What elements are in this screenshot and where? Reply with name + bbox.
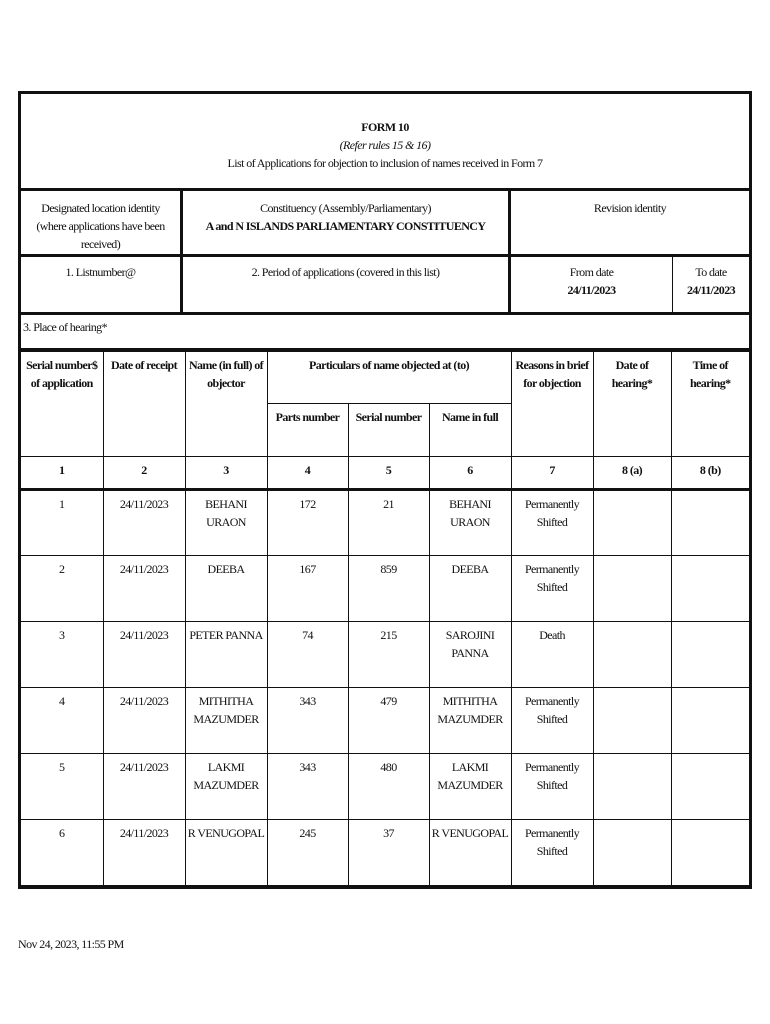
form-header [21, 94, 749, 191]
cell-part: 245 [267, 820, 348, 886]
col-date-hearing-header: Date of hearing* [593, 352, 671, 457]
cell-objector: DEEBA [185, 556, 267, 622]
cell-reason: Permanently Shifted [511, 490, 593, 556]
cell-date: 24/11/2023 [103, 556, 185, 622]
table-row [21, 490, 749, 556]
column-number: 4 [267, 457, 348, 490]
cell-objector: MITHITHA MAZUMDER [185, 688, 267, 754]
form-title: FORM 10 [361, 120, 409, 134]
to-date-value: 24/11/2023 [686, 283, 735, 297]
cell-serial: 4 [21, 688, 103, 754]
period-row [21, 257, 749, 315]
to-date-cell [673, 257, 749, 312]
period-label: 2. Period of applications (covered in this list) [183, 257, 511, 312]
applications-table [21, 351, 749, 886]
to-date-label: To date [695, 265, 727, 279]
cell-sno: 21 [348, 490, 429, 556]
cell-sno: 37 [348, 820, 429, 886]
col-date-receipt-header: Date of receipt [103, 352, 185, 457]
print-timestamp: Nov 24, 2023, 11:55 PM [18, 937, 124, 951]
cell-htime [671, 622, 749, 688]
table-row [21, 556, 749, 622]
table-row [21, 688, 749, 754]
column-number: 2 [103, 457, 185, 490]
table-header-row [21, 352, 749, 404]
cell-hdate [593, 622, 671, 688]
column-number: 1 [21, 457, 103, 490]
column-number: 6 [429, 457, 511, 490]
cell-sno: 859 [348, 556, 429, 622]
cell-part: 172 [267, 490, 348, 556]
cell-part: 343 [267, 688, 348, 754]
cell-hdate [593, 688, 671, 754]
info-row [21, 191, 749, 257]
col-serial-header: Serial number$ of application [21, 352, 103, 457]
cell-reason: Permanently Shifted [511, 556, 593, 622]
cell-date: 24/11/2023 [103, 490, 185, 556]
cell-objector: LAKMI MAZUMDER [185, 754, 267, 820]
cell-sno: 479 [348, 688, 429, 754]
cell-name: MITHITHA MAZUMDER [429, 688, 511, 754]
form-subtitle: List of Applications for objection to inclusion of names received in Form 7 [227, 156, 543, 170]
constituency-name: A and N ISLANDS PARLIAMENTARY CONSTITUENCY [205, 219, 486, 233]
column-number: 3 [185, 457, 267, 490]
cell-date: 24/11/2023 [103, 820, 185, 886]
col-name-in-full-header: Name in full [429, 404, 511, 457]
table-row [21, 820, 749, 886]
cell-objector: PETER PANNA [185, 622, 267, 688]
from-date-label: From date [569, 265, 614, 279]
col-serial-number-header: Serial number [348, 404, 429, 457]
column-number: 5 [348, 457, 429, 490]
cell-name: R VENUGOPAL [429, 820, 511, 886]
cell-sno: 480 [348, 754, 429, 820]
from-date-cell [511, 257, 673, 312]
cell-objector: BEHANI URAON [185, 490, 267, 556]
cell-hdate [593, 556, 671, 622]
col-parts-number-header: Parts number [267, 404, 348, 457]
constituency-cell [183, 191, 511, 254]
cell-part: 343 [267, 754, 348, 820]
cell-serial: 2 [21, 556, 103, 622]
cell-hdate [593, 490, 671, 556]
place-of-hearing-label: 3. Place of hearing* [21, 315, 749, 351]
cell-serial: 3 [21, 622, 103, 688]
list-number-label: 1. Listnumber@ [21, 257, 183, 312]
cell-htime [671, 556, 749, 622]
cell-date: 24/11/2023 [103, 622, 185, 688]
from-date-value: 24/11/2023 [567, 283, 616, 297]
cell-reason: Death [511, 622, 593, 688]
cell-part: 74 [267, 622, 348, 688]
cell-htime [671, 820, 749, 886]
cell-serial: 1 [21, 490, 103, 556]
cell-name: BEHANI URAON [429, 490, 511, 556]
cell-htime [671, 754, 749, 820]
cell-objector: R VENUGOPAL [185, 820, 267, 886]
cell-reason: Permanently Shifted [511, 820, 593, 886]
cell-serial: 6 [21, 820, 103, 886]
form-10-document [18, 91, 752, 889]
col-reasons-header: Reasons in brief for objection [511, 352, 593, 457]
cell-htime [671, 490, 749, 556]
cell-reason: Permanently Shifted [511, 754, 593, 820]
table-row [21, 622, 749, 688]
table-row [21, 754, 749, 820]
revision-identity-label: Revision identity [593, 201, 667, 215]
column-number: 8 (a) [593, 457, 671, 490]
cell-name: DEEBA [429, 556, 511, 622]
form-rule-reference: (Refer rules 15 & 16) [339, 138, 431, 152]
column-number: 7 [511, 457, 593, 490]
cell-name: SAROJINI PANNA [429, 622, 511, 688]
designated-location-label: Designated location identity (where applications have been received) [21, 191, 183, 254]
cell-part: 167 [267, 556, 348, 622]
cell-htime [671, 688, 749, 754]
col-time-hearing-header: Time of hearing* [671, 352, 749, 457]
cell-reason: Permanently Shifted [511, 688, 593, 754]
cell-hdate [593, 820, 671, 886]
col-particulars-header: Particulars of name objected at (to) [267, 352, 511, 404]
constituency-label: Constituency (Assembly/Parliamentary) [260, 201, 431, 215]
cell-name: LAKMI MAZUMDER [429, 754, 511, 820]
cell-serial: 5 [21, 754, 103, 820]
cell-date: 24/11/2023 [103, 688, 185, 754]
cell-date: 24/11/2023 [103, 754, 185, 820]
column-number-row [21, 457, 749, 490]
cell-hdate [593, 754, 671, 820]
cell-sno: 215 [348, 622, 429, 688]
col-objector-header: Name (in full) of objector [185, 352, 267, 457]
column-number: 8 (b) [671, 457, 749, 490]
table-body [21, 490, 749, 886]
